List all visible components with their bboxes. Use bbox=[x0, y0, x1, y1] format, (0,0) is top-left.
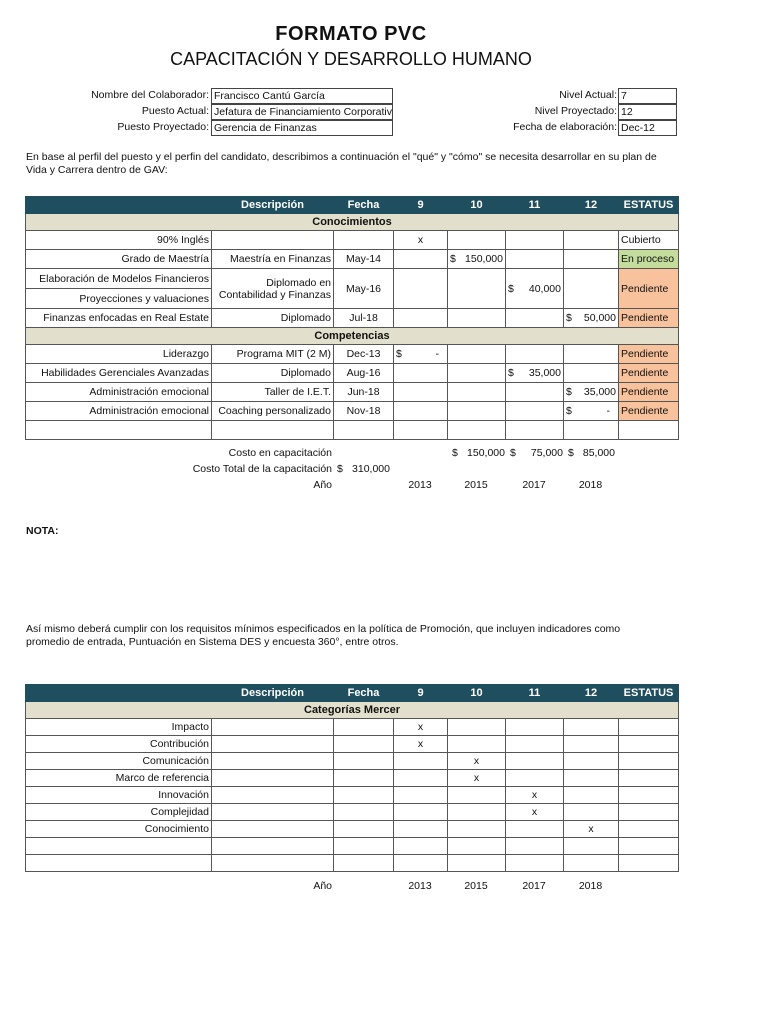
cell-11[interactable] bbox=[506, 821, 564, 838]
table-header-row bbox=[26, 685, 679, 702]
row-desc[interactable] bbox=[212, 821, 334, 838]
anio-label-2: Año bbox=[313, 880, 332, 892]
row-date[interactable]: May-14 bbox=[334, 250, 394, 269]
label-fecha-elaboracion: Fecha de elaboración: bbox=[513, 121, 617, 133]
table-row bbox=[26, 719, 679, 736]
cell-11[interactable] bbox=[506, 269, 564, 309]
row-date[interactable] bbox=[334, 838, 394, 855]
header-10: 10 bbox=[448, 685, 506, 702]
cell-12[interactable] bbox=[564, 269, 619, 309]
costo-label: Costo en capacitación bbox=[228, 447, 332, 459]
cell-12[interactable] bbox=[564, 855, 619, 872]
currency-sign: $ bbox=[396, 348, 402, 360]
section-row bbox=[26, 328, 679, 345]
currency-sign: $ bbox=[337, 463, 343, 475]
header-blank bbox=[26, 685, 212, 702]
cell-11[interactable] bbox=[506, 231, 564, 250]
status-cell[interactable] bbox=[619, 736, 679, 753]
empty-cell[interactable] bbox=[334, 421, 394, 440]
cell-10[interactable] bbox=[448, 821, 506, 838]
cell-9[interactable] bbox=[394, 364, 448, 383]
field-puesto-actual[interactable]: Jefatura de Financiamiento Corporativ bbox=[211, 104, 393, 120]
row-desc[interactable] bbox=[212, 804, 334, 821]
anio-label: Año bbox=[313, 479, 332, 491]
section-conocimientos: Conocimientos bbox=[26, 214, 679, 231]
mercer-body bbox=[26, 719, 679, 872]
header-12: 12 bbox=[564, 685, 619, 702]
status-cell[interactable]: En proceso bbox=[619, 250, 679, 269]
row-name: 90% Inglés bbox=[26, 231, 212, 250]
empty-cell[interactable] bbox=[26, 421, 212, 440]
cell-11[interactable] bbox=[506, 309, 564, 328]
section-row bbox=[26, 214, 679, 231]
section-mercer: Categorías Mercer bbox=[26, 702, 679, 719]
table-row bbox=[26, 250, 679, 269]
page-subtitle: CAPACITACIÓN Y DESARROLLO HUMANO bbox=[170, 49, 532, 69]
header-9: 9 bbox=[394, 197, 448, 214]
year-9: 2013 bbox=[408, 479, 432, 491]
row-name bbox=[26, 838, 212, 855]
table-row bbox=[26, 421, 679, 440]
status-cell[interactable] bbox=[619, 804, 679, 821]
field-nivel-proyectado[interactable]: 12 bbox=[618, 104, 677, 120]
row-date[interactable] bbox=[334, 787, 394, 804]
year-11: 2017 bbox=[522, 479, 546, 491]
year-10: 2015 bbox=[464, 880, 488, 892]
table-row bbox=[26, 383, 679, 402]
header-11: 11 bbox=[506, 685, 564, 702]
row-desc[interactable] bbox=[212, 855, 334, 872]
status-cell[interactable]: Pendiente bbox=[619, 309, 679, 328]
cell-10[interactable]: x bbox=[448, 753, 506, 770]
currency-sign: $ bbox=[566, 312, 572, 324]
total-label: Costo Total de la capacitación bbox=[192, 463, 332, 475]
table-row bbox=[26, 309, 679, 328]
cell-9[interactable] bbox=[394, 787, 448, 804]
cell-10[interactable] bbox=[448, 736, 506, 753]
amount: 35,000 bbox=[583, 386, 616, 398]
cell-10[interactable] bbox=[448, 383, 506, 402]
cell-12[interactable] bbox=[564, 719, 619, 736]
currency-sign: $ bbox=[510, 447, 516, 459]
development-plan-table bbox=[25, 196, 679, 440]
nota-label: NOTA: bbox=[26, 525, 59, 537]
cell-12[interactable] bbox=[564, 804, 619, 821]
cell-11[interactable] bbox=[506, 753, 564, 770]
promo-paragraph: Así mismo deberá cumplir con los requisitos mínimos especificados en la política de Promoción, que incluyen indicadores como promedio de entrada, Puntuación en Sistema DES y encuesta 360°, entre otros. bbox=[26, 623, 621, 648]
row-desc[interactable] bbox=[212, 269, 334, 309]
currency-sign: $ bbox=[508, 367, 514, 379]
label-puesto-proyectado: Puesto Proyectado: bbox=[117, 121, 209, 133]
row-name: Administración emocional bbox=[26, 402, 212, 421]
costo-10 bbox=[452, 447, 505, 459]
row-name: Contribución bbox=[26, 736, 212, 753]
row-name: Elaboración de Modelos Financieros bbox=[26, 269, 212, 289]
cell-10[interactable] bbox=[448, 231, 506, 250]
cell-9[interactable] bbox=[394, 383, 448, 402]
row-desc[interactable]: Taller de I.E.T. bbox=[212, 383, 334, 402]
cell-11[interactable]: x bbox=[506, 804, 564, 821]
header-descripcion: Descripción bbox=[212, 685, 334, 702]
desc-line-2: Contabilidad y Finanzas bbox=[218, 288, 331, 301]
status-cell[interactable]: Pendiente bbox=[619, 402, 679, 421]
desc-line-1: Diplomado en bbox=[266, 276, 331, 289]
total-value bbox=[337, 463, 390, 475]
currency-sign: $ bbox=[508, 282, 514, 295]
costo-11 bbox=[510, 447, 563, 459]
cell-12[interactable] bbox=[564, 402, 619, 421]
row-desc[interactable] bbox=[212, 753, 334, 770]
status-cell[interactable] bbox=[619, 719, 679, 736]
row-date[interactable] bbox=[334, 821, 394, 838]
cell-11[interactable] bbox=[506, 770, 564, 787]
table-row bbox=[26, 269, 679, 289]
cell-11[interactable] bbox=[506, 719, 564, 736]
cell-10[interactable] bbox=[448, 402, 506, 421]
row-name: Proyecciones y valuaciones bbox=[26, 289, 212, 309]
row-desc[interactable] bbox=[212, 787, 334, 804]
row-date[interactable] bbox=[334, 770, 394, 787]
empty-cell[interactable] bbox=[506, 421, 564, 440]
row-date[interactable] bbox=[334, 231, 394, 250]
status-cell[interactable] bbox=[619, 753, 679, 770]
row-desc[interactable] bbox=[212, 231, 334, 250]
mercer-table bbox=[25, 684, 679, 872]
row-desc[interactable] bbox=[212, 770, 334, 787]
row-name: Grado de Maestría bbox=[26, 250, 212, 269]
cell-9[interactable] bbox=[394, 821, 448, 838]
row-desc[interactable]: Diplomado bbox=[212, 309, 334, 328]
empty-cell[interactable] bbox=[394, 421, 448, 440]
row-date[interactable] bbox=[334, 753, 394, 770]
amount: 35,000 bbox=[528, 367, 561, 379]
page-title: FORMATO PVC bbox=[275, 23, 427, 45]
header-estatus: ESTATUS bbox=[619, 685, 679, 702]
row-name: Habilidades Gerenciales Avanzadas bbox=[26, 364, 212, 383]
status-cell[interactable] bbox=[619, 821, 679, 838]
cell-12[interactable] bbox=[564, 736, 619, 753]
cell-11[interactable] bbox=[506, 402, 564, 421]
cell-12[interactable]: x bbox=[564, 821, 619, 838]
currency-sign: $ bbox=[566, 405, 572, 417]
table-row bbox=[26, 364, 679, 383]
field-nivel-actual[interactable]: 7 bbox=[618, 88, 677, 104]
row-desc[interactable]: Maestría en Finanzas bbox=[212, 250, 334, 269]
cell-9[interactable] bbox=[394, 804, 448, 821]
cell-11[interactable] bbox=[506, 383, 564, 402]
status-cell[interactable]: Pendiente bbox=[619, 345, 679, 364]
label-puesto-actual: Puesto Actual: bbox=[141, 105, 209, 117]
cell-9[interactable] bbox=[394, 838, 448, 855]
status-cell[interactable] bbox=[619, 770, 679, 787]
cell-12[interactable] bbox=[564, 838, 619, 855]
row-date[interactable]: Aug-16 bbox=[334, 364, 394, 383]
cell-9[interactable] bbox=[394, 309, 448, 328]
cell-10[interactable] bbox=[448, 838, 506, 855]
section-row bbox=[26, 702, 679, 719]
cell-12[interactable] bbox=[564, 250, 619, 269]
cell-12[interactable] bbox=[564, 383, 619, 402]
cell-9[interactable] bbox=[394, 402, 448, 421]
amount: - bbox=[435, 348, 439, 360]
cell-9[interactable] bbox=[394, 855, 448, 872]
amount: 40,000 bbox=[528, 282, 561, 295]
header-descripcion: Descripción bbox=[212, 197, 334, 214]
amount: 150,000 bbox=[467, 447, 505, 459]
currency-sign: $ bbox=[568, 447, 574, 459]
amount: 85,000 bbox=[582, 447, 615, 459]
cell-12[interactable] bbox=[564, 770, 619, 787]
field-puesto-proyectado[interactable]: Gerencia de Finanzas bbox=[211, 120, 393, 136]
status-cell[interactable]: Cubierto bbox=[619, 231, 679, 250]
row-name: Marco de referencia bbox=[26, 770, 212, 787]
row-name: Complejidad bbox=[26, 804, 212, 821]
header-fecha: Fecha bbox=[334, 685, 394, 702]
cell-12[interactable] bbox=[564, 231, 619, 250]
cell-9[interactable] bbox=[394, 269, 448, 309]
row-name bbox=[26, 855, 212, 872]
currency-sign: $ bbox=[450, 253, 456, 265]
status-cell[interactable] bbox=[619, 838, 679, 855]
header-fecha: Fecha bbox=[334, 197, 394, 214]
empty-cell[interactable] bbox=[564, 421, 619, 440]
cell-10[interactable] bbox=[448, 309, 506, 328]
cell-10[interactable] bbox=[448, 269, 506, 309]
header-11: 11 bbox=[506, 197, 564, 214]
table-row bbox=[26, 753, 679, 770]
cell-12[interactable] bbox=[564, 345, 619, 364]
table-row bbox=[26, 838, 679, 855]
header-blank bbox=[26, 197, 212, 214]
cell-9[interactable] bbox=[394, 753, 448, 770]
table-row bbox=[26, 402, 679, 421]
field-fecha-elaboracion[interactable]: Dec-12 bbox=[618, 120, 677, 136]
cell-12[interactable] bbox=[564, 787, 619, 804]
cell-9[interactable] bbox=[394, 770, 448, 787]
intro-paragraph: En base al perfil del puesto y el perfin del candidato, describimos a continuación el "qué" y "cómo" se necesita desarrollar en su plan de Vida y Carrera dentro de GAV: bbox=[26, 151, 657, 176]
row-desc[interactable]: Programa MIT (2 M) bbox=[212, 345, 334, 364]
row-desc[interactable]: Coaching personalizado bbox=[212, 402, 334, 421]
header-12: 12 bbox=[564, 197, 619, 214]
row-date[interactable]: Jul-18 bbox=[334, 309, 394, 328]
row-date[interactable]: Dec-13 bbox=[334, 345, 394, 364]
cell-11[interactable] bbox=[506, 345, 564, 364]
empty-cell[interactable] bbox=[448, 421, 506, 440]
cell-12[interactable] bbox=[564, 364, 619, 383]
status-cell[interactable]: Pendiente bbox=[619, 364, 679, 383]
row-name: Innovación bbox=[26, 787, 212, 804]
row-desc[interactable] bbox=[212, 838, 334, 855]
label-nivel-actual: Nivel Actual: bbox=[559, 89, 617, 101]
amount: - bbox=[606, 405, 610, 417]
status-cell[interactable] bbox=[619, 855, 679, 872]
table-row bbox=[26, 770, 679, 787]
amount: 75,000 bbox=[530, 447, 563, 459]
cell-11[interactable] bbox=[506, 250, 564, 269]
section-competencias: Competencias bbox=[26, 328, 679, 345]
table-row bbox=[26, 345, 679, 364]
year-12: 2018 bbox=[578, 880, 603, 892]
cell-9[interactable]: x bbox=[394, 231, 448, 250]
cell-11[interactable]: x bbox=[506, 787, 564, 804]
empty-cell[interactable] bbox=[212, 421, 334, 440]
field-colaborador[interactable]: Francisco Cantú García bbox=[211, 88, 393, 104]
row-name: Liderazgo bbox=[26, 345, 212, 364]
cell-9[interactable]: x bbox=[394, 736, 448, 753]
row-date[interactable] bbox=[334, 736, 394, 753]
row-name: Impacto bbox=[26, 719, 212, 736]
year-10: 2015 bbox=[464, 479, 488, 491]
row-date[interactable]: Jun-18 bbox=[334, 383, 394, 402]
row-date[interactable]: May-16 bbox=[334, 269, 394, 309]
cell-12[interactable] bbox=[564, 309, 619, 328]
status-cell[interactable]: Pendiente bbox=[619, 269, 679, 309]
table-row bbox=[26, 804, 679, 821]
row-date[interactable] bbox=[334, 855, 394, 872]
row-date[interactable] bbox=[334, 719, 394, 736]
year-12: 2018 bbox=[578, 479, 603, 491]
status-cell[interactable]: Pendiente bbox=[619, 383, 679, 402]
amount: 50,000 bbox=[583, 312, 616, 324]
currency-sign: $ bbox=[566, 386, 572, 398]
year-9: 2013 bbox=[408, 880, 432, 892]
cell-9[interactable] bbox=[394, 345, 448, 364]
header-9: 9 bbox=[394, 685, 448, 702]
row-desc[interactable]: Diplomado bbox=[212, 364, 334, 383]
row-date[interactable]: Nov-18 bbox=[334, 402, 394, 421]
header-10: 10 bbox=[448, 197, 506, 214]
cell-9[interactable] bbox=[394, 250, 448, 269]
row-name: Administración emocional bbox=[26, 383, 212, 402]
cell-10[interactable] bbox=[448, 345, 506, 364]
table-row bbox=[26, 821, 679, 838]
status-cell[interactable] bbox=[619, 787, 679, 804]
row-date[interactable] bbox=[334, 804, 394, 821]
cell-11[interactable] bbox=[506, 364, 564, 383]
cell-10[interactable] bbox=[448, 250, 506, 269]
cell-10[interactable] bbox=[448, 719, 506, 736]
table-header-row bbox=[26, 197, 679, 214]
row-name: Conocimiento bbox=[26, 821, 212, 838]
costo-12 bbox=[568, 447, 615, 459]
row-name: Comunicación bbox=[26, 753, 212, 770]
cell-9[interactable]: x bbox=[394, 719, 448, 736]
label-colaborador: Nombre del Colaborador: bbox=[91, 89, 209, 101]
cell-10[interactable] bbox=[448, 364, 506, 383]
year-11: 2017 bbox=[522, 880, 546, 892]
amount: 150,000 bbox=[465, 253, 503, 265]
row-desc[interactable] bbox=[212, 736, 334, 753]
currency-sign: $ bbox=[452, 447, 458, 459]
row-name: Finanzas enfocadas en Real Estate bbox=[26, 309, 212, 328]
amount: 310,000 bbox=[352, 463, 390, 475]
table-row bbox=[26, 855, 679, 872]
empty-cell[interactable] bbox=[619, 421, 679, 440]
table-row bbox=[26, 787, 679, 804]
cell-12[interactable] bbox=[564, 753, 619, 770]
label-nivel-proyectado: Nivel Proyectado: bbox=[534, 105, 617, 117]
cell-10[interactable]: x bbox=[448, 770, 506, 787]
cell-10[interactable] bbox=[448, 804, 506, 821]
cell-10[interactable] bbox=[448, 787, 506, 804]
cell-11[interactable] bbox=[506, 838, 564, 855]
table-row bbox=[26, 736, 679, 753]
table-row bbox=[26, 231, 679, 250]
cell-11[interactable] bbox=[506, 855, 564, 872]
row-desc[interactable] bbox=[212, 719, 334, 736]
header-estatus: ESTATUS bbox=[619, 197, 679, 214]
cell-11[interactable] bbox=[506, 736, 564, 753]
cell-10[interactable] bbox=[448, 855, 506, 872]
